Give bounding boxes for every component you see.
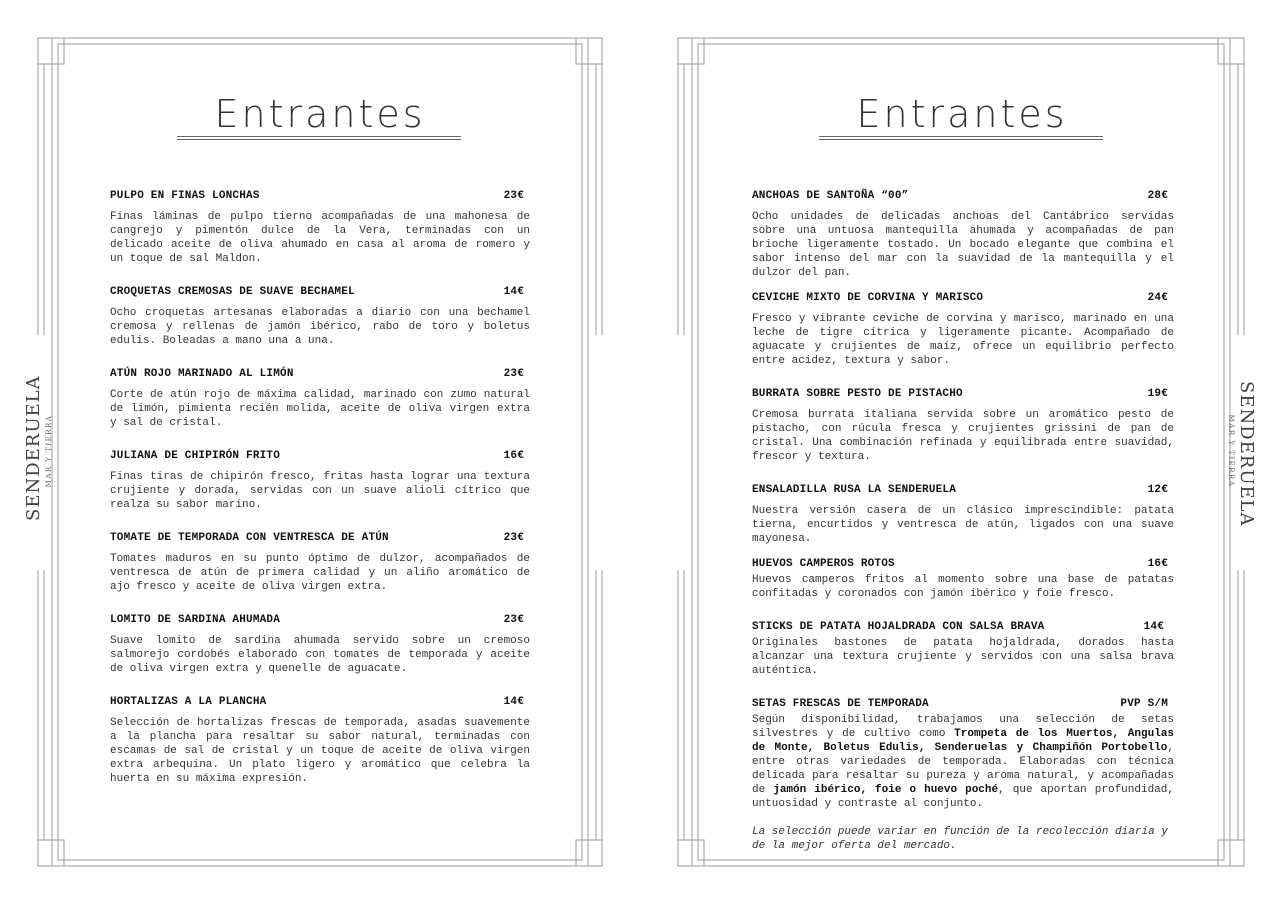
dish-price: 19€ xyxy=(1147,388,1168,400)
dish-description: Corte de atún rojo de máxima calidad, marinado con zumo natural de limón, pimienta recién molida, aceite de oliva virgen extra y sal de cristal. xyxy=(110,389,530,429)
brand-logo xyxy=(23,375,54,521)
dish-description: Finas láminas de pulpo tierno acompañadas de una mahonesa de cangrejo y pimentón dulce de la Vera, terminadas con un delicado aceite de oliva ahumado en casa al aroma de romero y un toque de sal Maldon. xyxy=(110,211,530,265)
dish-price: 28€ xyxy=(1147,190,1168,202)
menu-page-right xyxy=(640,0,1280,905)
brand-name: SENDERUELA xyxy=(23,375,44,521)
description-text: , entre otras variedades de temporada. Elaboradas con técnica delicada para resaltar su pureza y aroma natural, y acompañadas de xyxy=(752,742,1174,796)
dish-name: STICKS DE PATATA HOJALDRADA CON SALSA BRAVA xyxy=(752,621,1045,633)
section-title: Entrantes xyxy=(214,92,426,136)
dish-item xyxy=(752,190,1174,280)
dish-name: ATÚN ROJO MARINADO AL LIMÓN xyxy=(110,368,294,380)
dish-list xyxy=(110,190,530,786)
description-text: , que aportan profundidad, untuosidad y contraste al conjunto. xyxy=(752,784,1174,810)
dish-name: JULIANA DE CHIPIRÓN FRITO xyxy=(110,450,281,462)
dish-price: 23€ xyxy=(503,614,524,626)
dish-item xyxy=(110,286,530,348)
dish-description: Ocho croquetas artesanas elaboradas a diario con una bechamel cremosa y rellenas de jamón ibérico, rabo de toro y boletus edulis. Boleadas a mano una a una. xyxy=(110,307,530,347)
dish-name: TOMATE DE TEMPORADA CON VENTRESCA DE ATÚN xyxy=(110,532,389,544)
dish-item xyxy=(110,614,530,676)
dish-price: 14€ xyxy=(503,696,524,708)
dish-item xyxy=(110,190,530,266)
description-text: Según disponibilidad, trabajamos una selección de setas silvestres y de cultivo como xyxy=(752,714,1174,740)
dish-item xyxy=(752,292,1174,368)
dish-price: 24€ xyxy=(1147,292,1168,304)
dish-name: CEVICHE MIXTO DE CORVINA Y MARISCO xyxy=(752,292,984,304)
dish-description: Finas tiras de chipirón fresco, fritas hasta lograr una textura crujiente y dorada, servidas con un suave alioli cítrico que realza su sabor marino. xyxy=(110,471,530,511)
dish-price: 12€ xyxy=(1147,484,1168,496)
dish-price: 14€ xyxy=(1143,621,1164,633)
brand-logo xyxy=(1226,381,1257,527)
dish-name: PULPO EN FINAS LONCHAS xyxy=(110,190,260,202)
description-highlight: jamón ibérico, foie o huevo poché xyxy=(773,784,999,796)
section-title: Entrantes xyxy=(856,92,1068,136)
title-underline xyxy=(819,136,1103,142)
dish-item xyxy=(752,484,1174,546)
dish-item xyxy=(110,532,530,594)
dish-note: La selección puede variar en función de la recolección diaria y de la mejor oferta del mercado. xyxy=(752,826,1168,852)
dish-description: Fresco y vibrante ceviche de corvina y marisco, marinado en una leche de tigre cítrica y ligeramente picante. Acompañado de aguacate y crujientes de maíz, ofrece un equilibrio perfecto entre acidez, textura y sabor. xyxy=(752,313,1174,367)
dish-description: Huevos camperos fritos al momento sobre una base de patatas confitadas y coronados con jamón ibérico y foie fresco. xyxy=(752,574,1174,600)
dish-price: PVP S/M xyxy=(1120,698,1168,710)
dish-name: BURRATA SOBRE PESTO DE PISTACHO xyxy=(752,388,963,400)
dish-name: HUEVOS CAMPEROS ROTOS xyxy=(752,558,895,570)
dish-description: Tomates maduros en su punto óptimo de dulzor, acompañados de ventresca de atún de primera calidad y un aliño aromático de ajo fresco y aceite de oliva virgen extra. xyxy=(110,553,530,593)
dish-item xyxy=(752,698,1174,853)
dish-description: Ocho unidades de delicadas anchoas del Cantábrico servidas sobre una untuosa mantequilla ahumada y acompañadas de pan brioche ligeramente tostado. Un bocado elegante que combina el sabor intenso del mar con la suavidad de la mantequilla y el dulzor del pan. xyxy=(752,211,1174,279)
dish-list xyxy=(752,190,1174,864)
dish-name: HORTALIZAS A LA PLANCHA xyxy=(110,696,267,708)
dish-price: 14€ xyxy=(503,286,524,298)
dish-description: Selección de hortalizas frescas de temporada, asadas suavemente a la plancha para resaltar su sabor natural, terminadas con escamas de sal de cristal y un toque de aceite de oliva virgen extra arbequina. Un plato ligero y aromático que celebra la huerta en su máxima expresión. xyxy=(110,717,530,785)
dish-description: Cremosa burrata italiana servida sobre un aromático pesto de pistacho, con rúcula fresca y crujientes grissini de pan de cristal. Una combinación refinada y equilibrada entre suavidad, frescor y textura. xyxy=(752,409,1174,463)
dish-price: 16€ xyxy=(1147,558,1168,570)
dish-description xyxy=(752,713,1174,811)
dish-item xyxy=(110,368,530,430)
title-underline xyxy=(177,136,461,142)
dish-name: LOMITO DE SARDINA AHUMADA xyxy=(110,614,281,626)
brand-tagline: MAR Y TIERRA xyxy=(45,414,53,488)
dish-item xyxy=(752,621,1174,678)
dish-item xyxy=(752,388,1174,464)
dish-price: 23€ xyxy=(503,190,524,202)
dish-description: Suave lomito de sardina ahumada servido sobre un cremoso salmorejo cordobés elaborado con tomates de temporada y aceite de oliva virgen extra y quenelle de aguacate. xyxy=(110,635,530,675)
description-highlight: Trompeta de los Muertos, Angulas de Monte, Boletus Edulis, Senderuelas y Champiñón Portobello xyxy=(752,728,1174,754)
dish-name: ANCHOAS DE SANTOÑA “00” xyxy=(752,190,909,202)
brand-name: SENDERUELA xyxy=(1236,381,1257,527)
dish-price: 16€ xyxy=(503,450,524,462)
brand-tagline: MAR Y TIERRA xyxy=(1227,414,1235,488)
dish-name: CROQUETAS CREMOSAS DE SUAVE BECHAMEL xyxy=(110,286,355,298)
dish-price: 23€ xyxy=(503,368,524,380)
dish-name: SETAS FRESCAS DE TEMPORADA xyxy=(752,698,929,710)
dish-item xyxy=(110,696,530,786)
dish-description: Originales bastones de patata hojaldrada, dorados hasta alcanzar una textura crujiente y servidos con una salsa brava auténtica. xyxy=(752,637,1174,677)
dish-price: 23€ xyxy=(503,532,524,544)
dish-item xyxy=(110,450,530,512)
dish-name: ENSALADILLA RUSA LA SENDERUELA xyxy=(752,484,957,496)
dish-description: Nuestra versión casera de un clásico imprescindible: patata tierna, encurtidos y ventresca de atún, ligados con una suave mayonesa. xyxy=(752,505,1174,545)
dish-item xyxy=(752,558,1174,601)
